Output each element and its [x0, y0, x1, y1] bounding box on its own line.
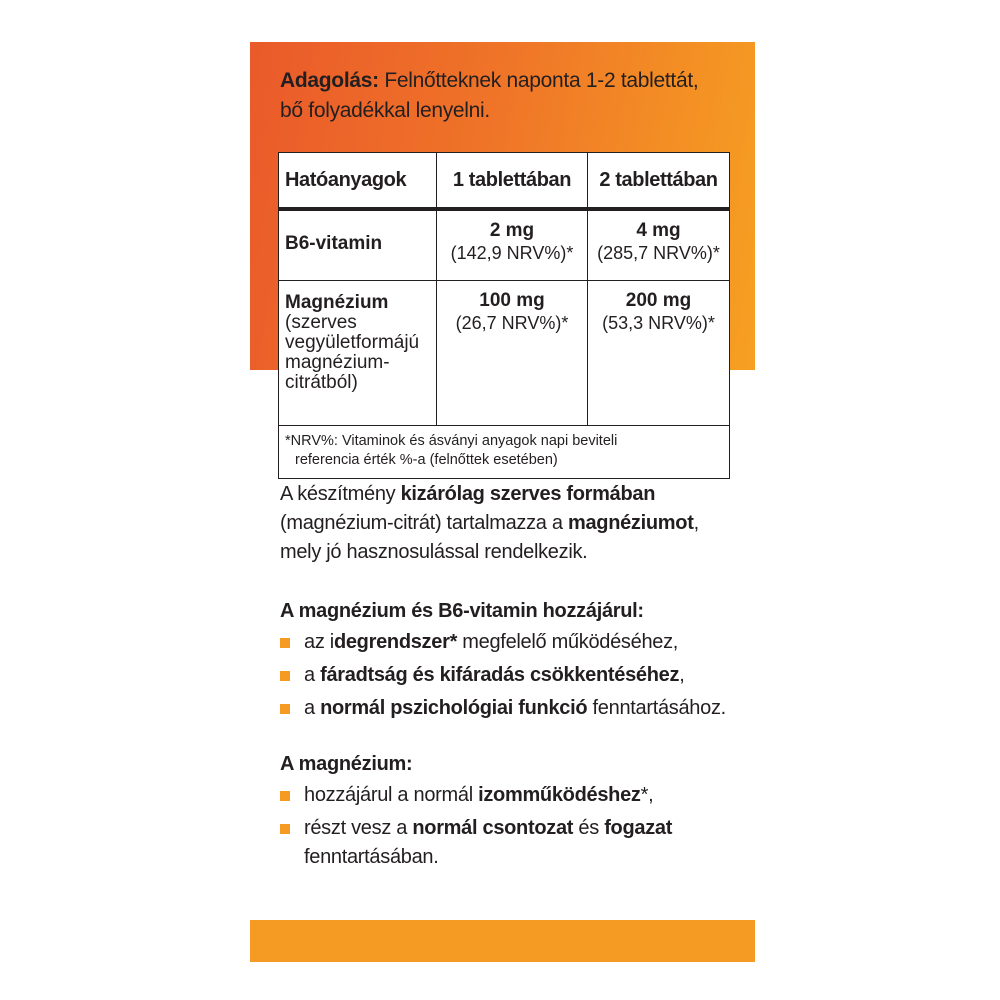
dosage-line1: Felnőtteknek naponta 1-2 tablettát, — [378, 69, 699, 92]
footnote-row — [279, 426, 730, 479]
item-bold: fogazat — [604, 817, 673, 839]
amount-value: 2 mg — [489, 220, 535, 241]
table-row — [279, 209, 730, 281]
ingredient-source: (szerves vegyületformájú magnézium-citrátból) — [285, 312, 420, 393]
nrv-value: (53,3 NRV%)* — [602, 313, 715, 333]
intro-text: , — [693, 512, 699, 534]
item-text: megfelelő működéséhez, — [457, 631, 679, 653]
intro-bold: magnéziumot — [567, 512, 694, 534]
intro-bold: kizárólag szerves formában — [400, 483, 656, 505]
item-text: hozzájárul a normál — [304, 784, 479, 806]
section1-list — [280, 628, 750, 727]
dosage-text — [280, 66, 750, 126]
amount-cell — [437, 209, 588, 281]
header-one-tablet: 1 tablettában — [437, 153, 588, 210]
table-row — [279, 281, 730, 426]
item-bold: normál csontozat — [412, 817, 574, 839]
item-text: *, — [640, 784, 654, 806]
list-item — [280, 661, 750, 690]
item-text: részt vesz a — [304, 817, 413, 839]
intro-text: mely jó hasznosulással rendelkezik. — [280, 541, 588, 563]
amount-cell — [588, 281, 730, 426]
table-header-row — [279, 153, 730, 210]
item-text: a — [304, 664, 321, 686]
item-bold: izomműködéshez — [478, 784, 641, 806]
nutrition-table — [278, 152, 730, 479]
square-bullet-icon — [280, 671, 290, 681]
amount-value: 4 mg — [636, 220, 681, 241]
nrv-value: (142,9 NRV%)* — [450, 243, 574, 263]
item-text: a — [304, 697, 321, 719]
item-bold: degrendszer* — [333, 631, 458, 653]
list-item — [280, 694, 750, 723]
nrv-footnote — [279, 426, 730, 479]
amount-value: 200 mg — [625, 290, 692, 311]
square-bullet-icon — [280, 704, 290, 714]
item-text: az i — [304, 631, 334, 653]
item-bold: normál pszichológiai funkció — [320, 697, 588, 719]
header-ingredients: Hatóanyagok — [279, 153, 437, 210]
ingredient-cell — [279, 209, 437, 281]
section1-heading: A magnézium és B6-vitamin hozzájárul: — [280, 600, 644, 622]
list-item — [280, 781, 750, 810]
square-bullet-icon — [280, 791, 290, 801]
item-text: fenntartásához. — [587, 697, 726, 719]
footnote-line1: *NRV%: Vitaminok és ásványi anyagok napi beviteli — [285, 433, 618, 449]
list-item — [280, 628, 750, 657]
amount-cell — [437, 281, 588, 426]
section2-heading: A magnézium: — [280, 753, 413, 775]
section2-list — [280, 781, 750, 876]
item-bold: fáradtság és kifáradás csökkentéséhez — [320, 664, 680, 686]
item-text: , — [679, 664, 685, 686]
dosage-line2: bő folyadékkal lenyelni. — [280, 99, 490, 122]
header-two-tablets: 2 tablettában — [588, 153, 730, 210]
ingredient-cell — [279, 281, 437, 426]
square-bullet-icon — [280, 824, 290, 834]
nrv-value: (26,7 NRV%)* — [455, 313, 569, 333]
item-text: fenntartásában. — [304, 846, 439, 868]
nrv-value: (285,7 NRV%)* — [597, 243, 720, 263]
square-bullet-icon — [280, 638, 290, 648]
intro-text: (magnézium-citrát) tartalmazza a — [280, 512, 568, 534]
amount-cell — [588, 209, 730, 281]
orange-footer-band — [250, 920, 755, 962]
intro-text: A készítmény — [280, 483, 401, 505]
dosage-label: Adagolás: — [280, 69, 379, 92]
list-item — [280, 814, 750, 872]
footnote-line2: referencia érték %-a (felnőttek esetében) — [295, 452, 558, 468]
item-text: és — [573, 817, 605, 839]
amount-value: 100 mg — [479, 290, 545, 311]
intro-paragraph — [280, 480, 750, 567]
ingredient-name: B6-vitamin — [285, 232, 383, 254]
product-panel — [250, 42, 755, 964]
ingredient-name: Magnézium — [285, 292, 389, 313]
